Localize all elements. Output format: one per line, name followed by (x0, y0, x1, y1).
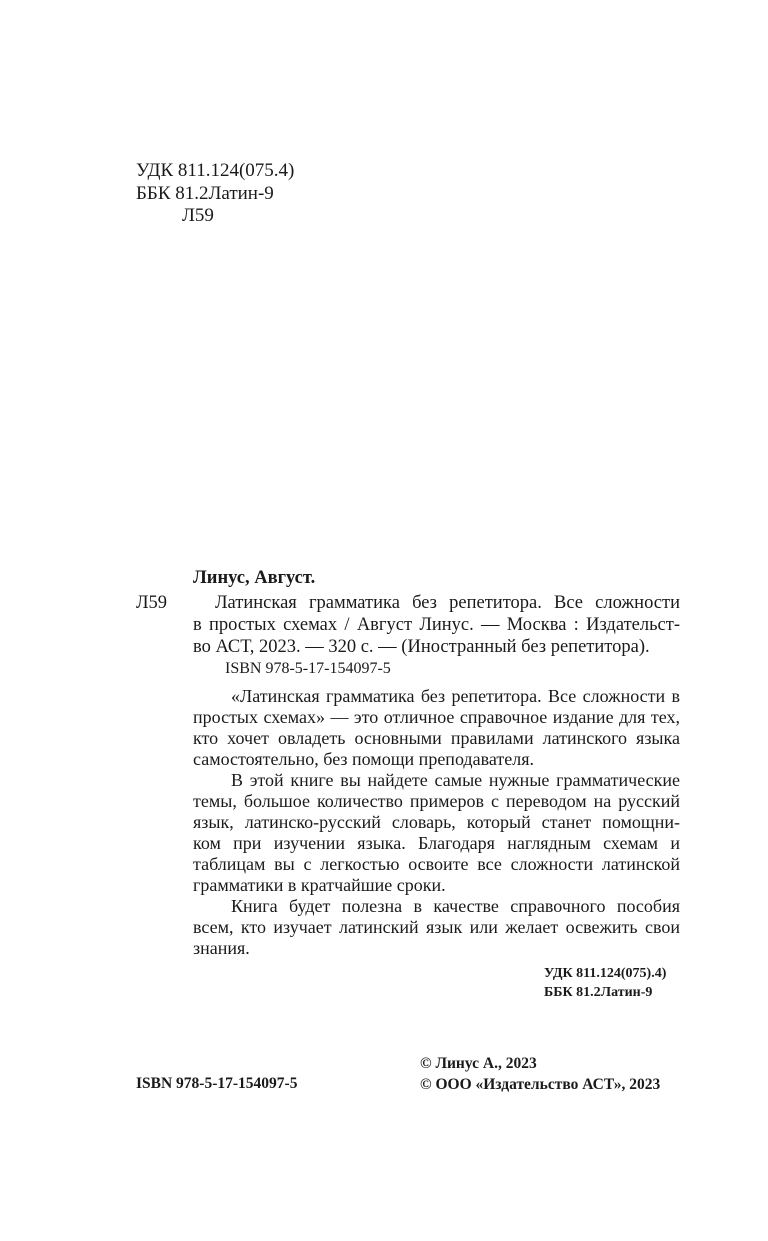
annotation-line: таблицам вы с легкостью освоите все сложности латинской (193, 854, 680, 874)
classification-codes-header (136, 160, 294, 228)
annotation-line: Книга будет полезна в качестве справочного пособия (231, 896, 680, 916)
bbk-code: ББК 81.2Латин-9 (136, 182, 274, 204)
annotation-line: темы, большое количество примеров с переводом на русский (193, 791, 680, 811)
description-line: Латинская грамматика без репетитора. Все сложности (215, 593, 680, 613)
annotation-line: ком при изучении языка. Благодаря наглядным схемам и (193, 833, 680, 853)
udk-code: УДК 811.124(075.4) (136, 160, 295, 181)
annotation-line: простых схемах» — это отличное справочное издание для тех, (193, 707, 680, 727)
author-heading: Линус, Август. (193, 568, 316, 588)
udk-code-footer: УДК 811.124(075).4) (544, 966, 667, 981)
annotation-line: самостоятельно, без помощи преподавателя. (193, 749, 534, 769)
description-line: во АСТ, 2023. — 320 с. — (Иностранный без репетитора). (193, 637, 650, 657)
bbk-code-footer: ББК 81.2Латин-9 (544, 985, 653, 1000)
description-line: в простых схемах / Август Линус. — Москва : Издательст- (193, 615, 680, 635)
isbn-record: ISBN 978-5-17-154097-5 (225, 660, 391, 677)
annotation-line: язык, латинско-русский словарь, который станет помощни- (193, 812, 680, 832)
copyright-block (420, 1053, 660, 1095)
annotation-line: всем, кто изучает латинский язык или желает освежить свои (193, 917, 680, 937)
annotation (193, 686, 680, 959)
cutter-mark: Л59 (136, 593, 168, 613)
annotation-line: кто хочет овладеть основными правилами латинского языка (193, 728, 680, 748)
annotation-line: грамматики в кратчайшие сроки. (193, 875, 446, 895)
copyright-author: © Линус А., 2023 (420, 1055, 537, 1072)
copyright-publisher: © ООО «Издательство АСТ», 2023 (420, 1076, 661, 1093)
isbn-footer: ISBN 978-5-17-154097-5 (136, 1075, 298, 1092)
annotation-line: знания. (193, 938, 250, 958)
annotation-line: «Латинская грамматика без репетитора. Все сложности в (231, 686, 680, 706)
cutter-code: Л59 (182, 205, 214, 226)
classification-codes-footer (544, 964, 666, 1002)
bibliographic-description (193, 592, 680, 658)
annotation-line: В этой книге вы найдете самые нужные грамматические (231, 770, 680, 790)
